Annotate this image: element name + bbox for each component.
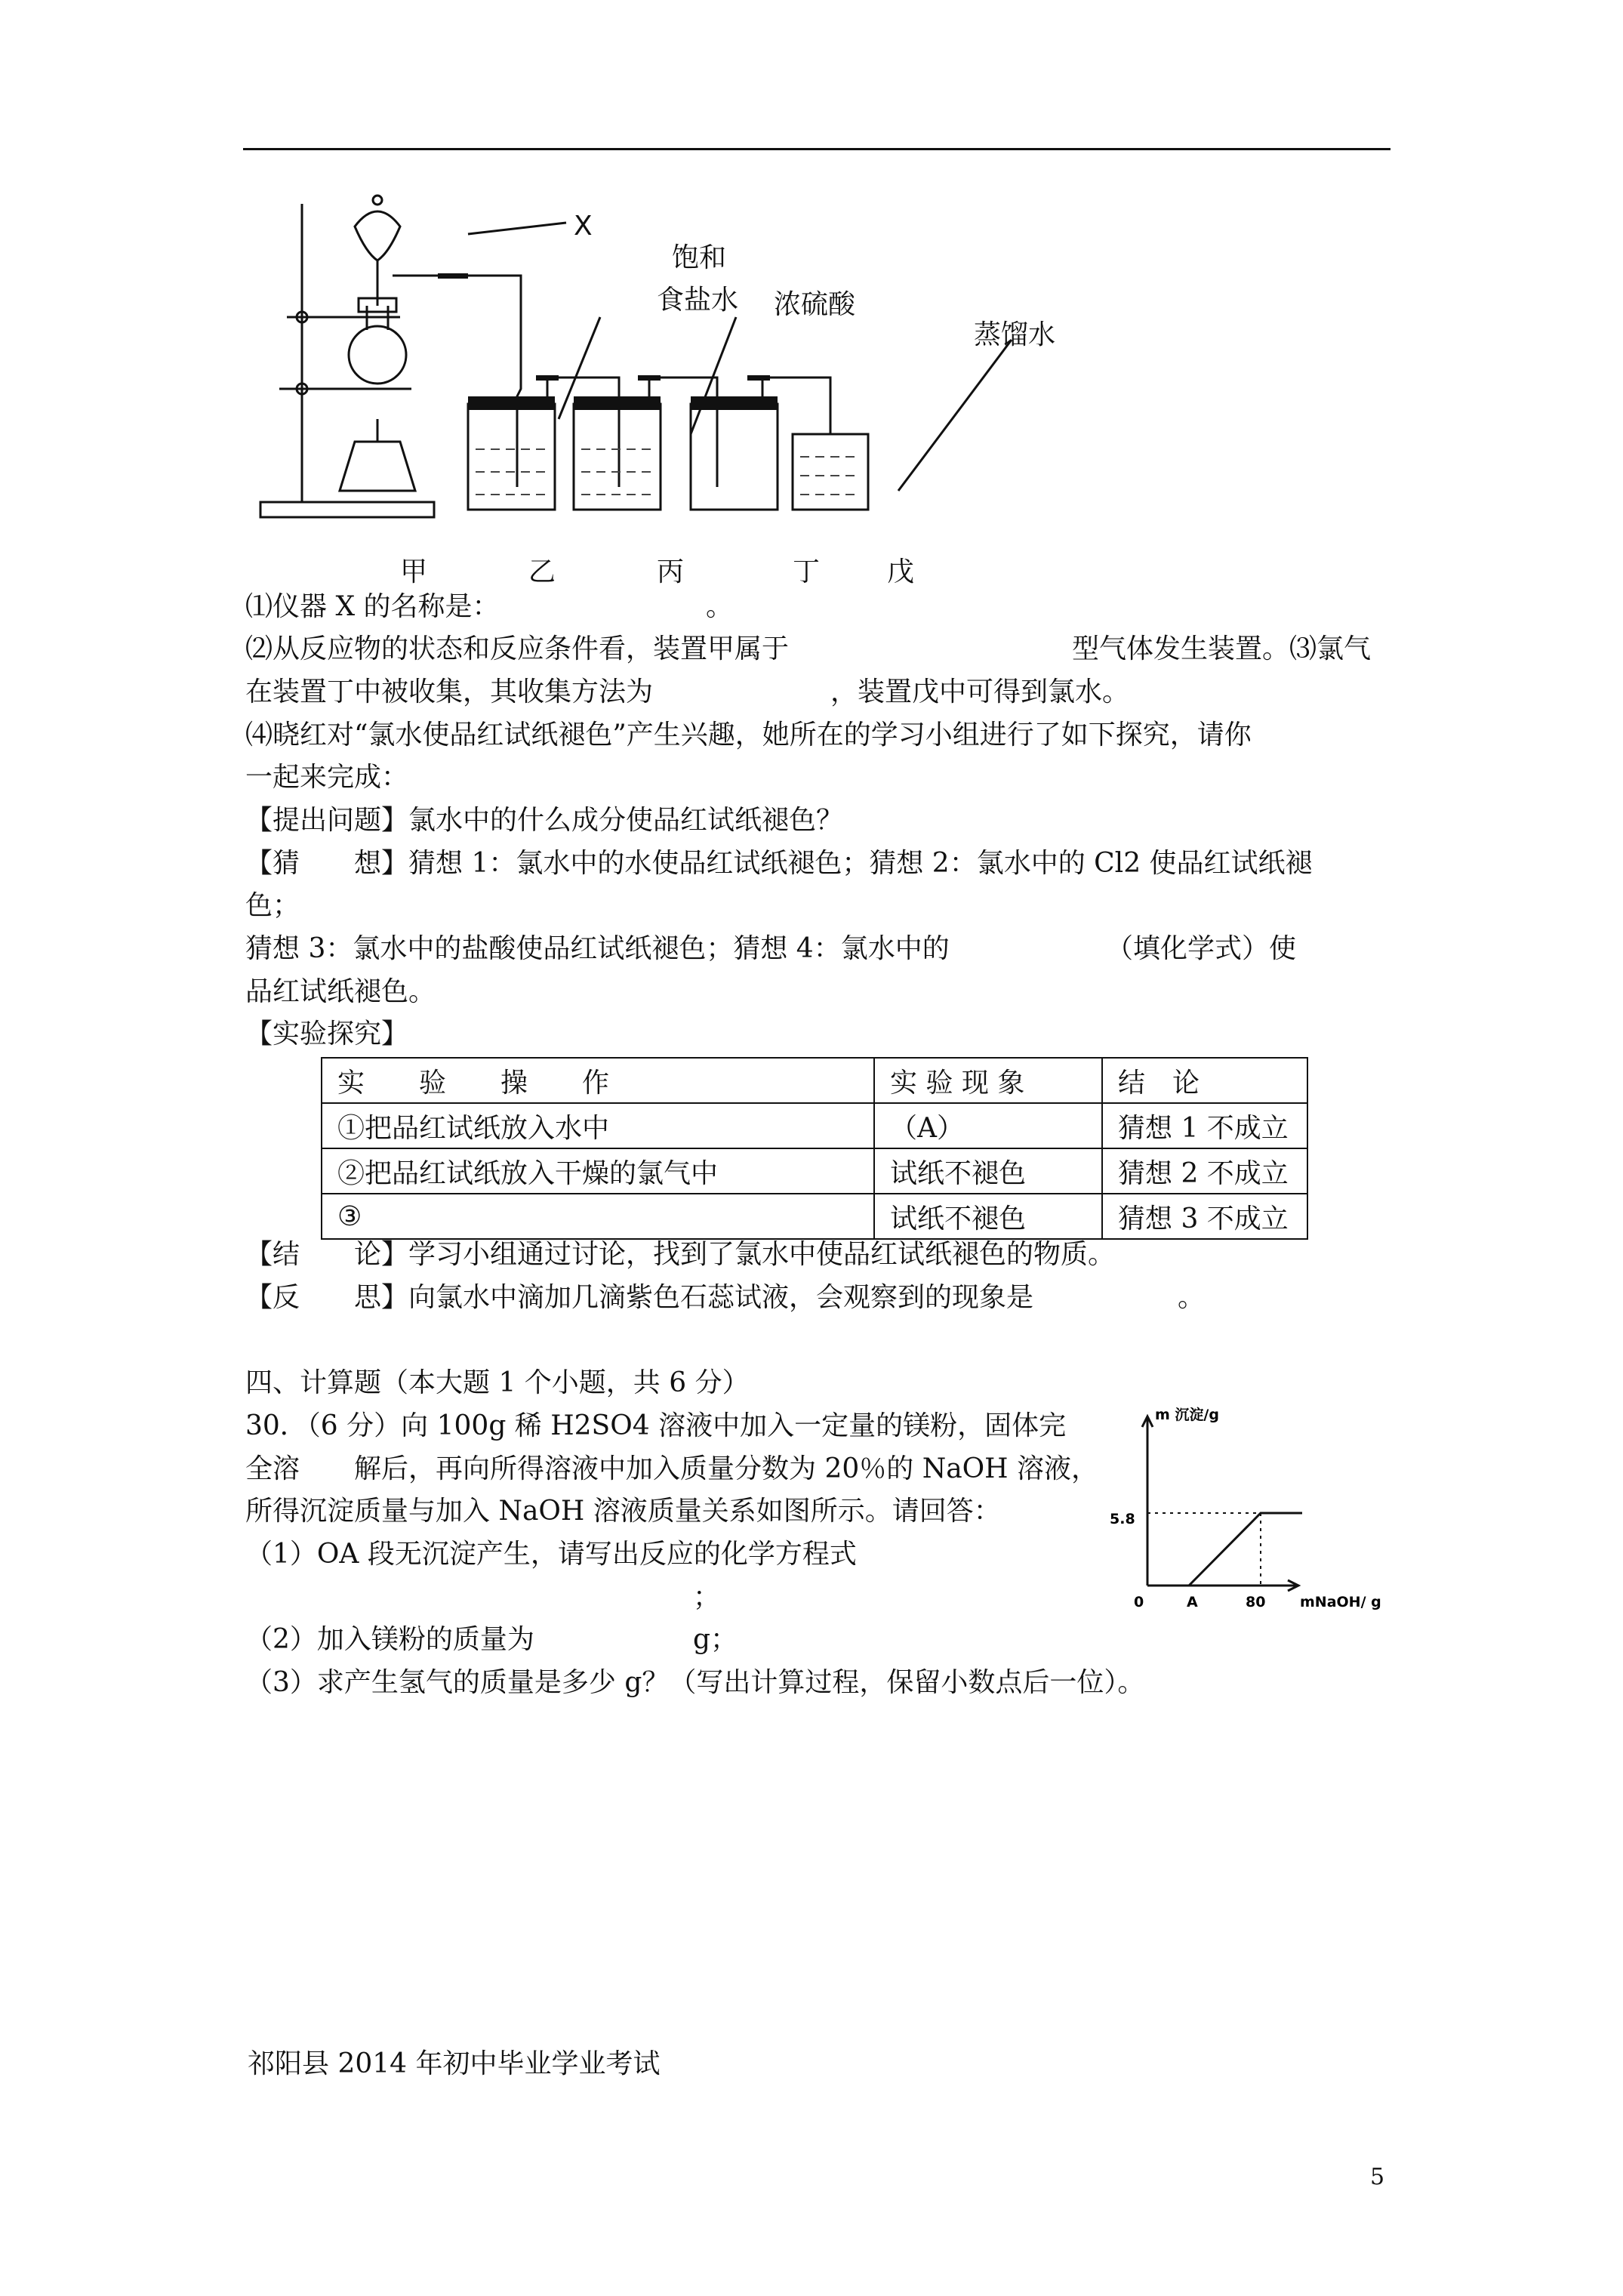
hypothesis-line1: 【猜 想】猜想 1：氯水中的水使品红试纸褪色；猜想 2：氯水中的 Cl2 使品红试纸褪	[245, 848, 1313, 879]
sub-question-1: （1）OA 段无沉淀产生，请写出反应的化学方程式	[245, 1539, 857, 1570]
device-label-yi: 乙	[528, 556, 556, 587]
table-row	[322, 1194, 1307, 1239]
table-header: 结 论	[1102, 1058, 1307, 1103]
table-cell: 试纸不褪色	[874, 1194, 1102, 1239]
reflection-end: 。	[1178, 1282, 1206, 1313]
label-x: X	[574, 211, 593, 242]
device-label-bing: 丙	[657, 556, 685, 587]
label-saturated-2: 食盐水	[657, 285, 739, 316]
question-3: 在装置丁中被收集，其收集方法为	[245, 676, 654, 707]
question-4-line1: ⑷晓红对“氯水使品红试纸褪色”产生兴趣，她所在的学习小组进行了如下探究，请你	[245, 720, 1252, 750]
label-sulfuric-acid: 浓硫酸	[774, 289, 856, 320]
question-1: ⑴仪器 X 的名称是：	[245, 591, 500, 622]
hypothesis-line3-tail: （填化学式）使	[1106, 933, 1297, 964]
problem-30-line3: 所得沉淀质量与加入 NaOH 溶液质量关系如图所示。请回答：	[245, 1496, 1001, 1527]
label-saturated-1: 饱和	[672, 242, 727, 273]
table-cell: 猜想 1 不成立	[1102, 1103, 1307, 1148]
x-axis-label: mNaOH/ g	[1300, 1594, 1381, 1610]
sub-question-1-end: ；	[693, 1582, 721, 1613]
hypothesis-line4: 品红试纸褪色。	[245, 976, 436, 1007]
problem-30-line2: 全溶 解后，再向所得溶液中加入质量分数为 20％的 NaOH 溶液，	[245, 1453, 1099, 1484]
conclusion: 【结 论】学习小组通过讨论，找到了氯水中使品红试纸褪色的物质。	[245, 1239, 1116, 1270]
table-cell: 试纸不褪色	[874, 1148, 1102, 1194]
hypothesis-line3: 猜想 3：氯水中的盐酸使品红试纸褪色；猜想 4：氯水中的	[245, 933, 950, 964]
precipitate-chart	[1102, 1404, 1404, 1623]
table-header-row	[322, 1058, 1307, 1103]
experiment-heading: 【实验探究】	[245, 1019, 409, 1049]
table-header: 实 验 现 象	[874, 1058, 1102, 1103]
sub-question-2: （2）加入镁粉的质量为	[245, 1624, 534, 1655]
table-cell: ①把品红试纸放入水中	[322, 1103, 874, 1148]
y-axis-label: m 沉淀/g	[1155, 1407, 1219, 1423]
problem-30-line1: 30．（6 分）向 100g 稀 H2SO4 溶液中加入一定量的镁粉，固体完	[245, 1410, 1067, 1441]
table-cell: 猜想 2 不成立	[1102, 1148, 1307, 1194]
question-4-line2: 一起来完成：	[245, 762, 409, 793]
device-label-jia: 甲	[400, 556, 428, 587]
table-cell: （A）	[874, 1103, 1102, 1148]
x-tick-a: A	[1187, 1594, 1198, 1610]
sub-question-2-unit: g；	[693, 1624, 738, 1655]
sub-question-3: （3）求产生氢气的质量是多少 g？（写出计算过程，保留小数点后一位）。	[245, 1667, 1145, 1698]
device-label-ding: 丁	[793, 556, 821, 587]
table-row	[322, 1148, 1307, 1194]
device-label-wu: 戊	[887, 556, 915, 587]
exam-footer: 祁阳县 2014 年初中毕业学业考试	[248, 2048, 661, 2079]
apparatus-diagram	[249, 193, 1381, 547]
experiment-table	[321, 1057, 1308, 1240]
question-2-tail: 型气体发生装置。⑶氯气	[1072, 633, 1372, 664]
page-number: 5	[1370, 2164, 1385, 2190]
x-tick-80: 80	[1246, 1594, 1266, 1610]
reflection: 【反 思】向氯水中滴加几滴紫色石蕊试液，会观察到的现象是	[245, 1282, 1034, 1313]
hypothesis-line2: 色；	[245, 890, 300, 921]
question-2: ⑵从反应物的状态和反应条件看，装置甲属于	[245, 633, 790, 664]
table-row	[322, 1103, 1307, 1148]
header-rule	[243, 148, 1390, 150]
x-tick-0: 0	[1134, 1594, 1144, 1610]
question-3-tail: ，装置戊中可得到氯水。	[830, 676, 1130, 707]
ask-question: 【提出问题】氯水中的什么成分使品红试纸褪色？	[245, 805, 844, 836]
table-cell: ③	[322, 1194, 874, 1239]
label-distilled-water: 蒸馏水	[974, 319, 1056, 350]
table-header: 实 验 操 作	[322, 1058, 874, 1103]
question-1-end: 。	[706, 591, 734, 622]
precipitate-line	[1189, 1513, 1302, 1586]
table-cell: ②把品红试纸放入干燥的氯气中	[322, 1148, 874, 1194]
y-tick-5-8: 5.8	[1110, 1511, 1135, 1527]
table-cell: 猜想 3 不成立	[1102, 1194, 1307, 1239]
section-4-heading: 四、计算题（本大题 1 个小题，共 6 分）	[245, 1367, 750, 1398]
